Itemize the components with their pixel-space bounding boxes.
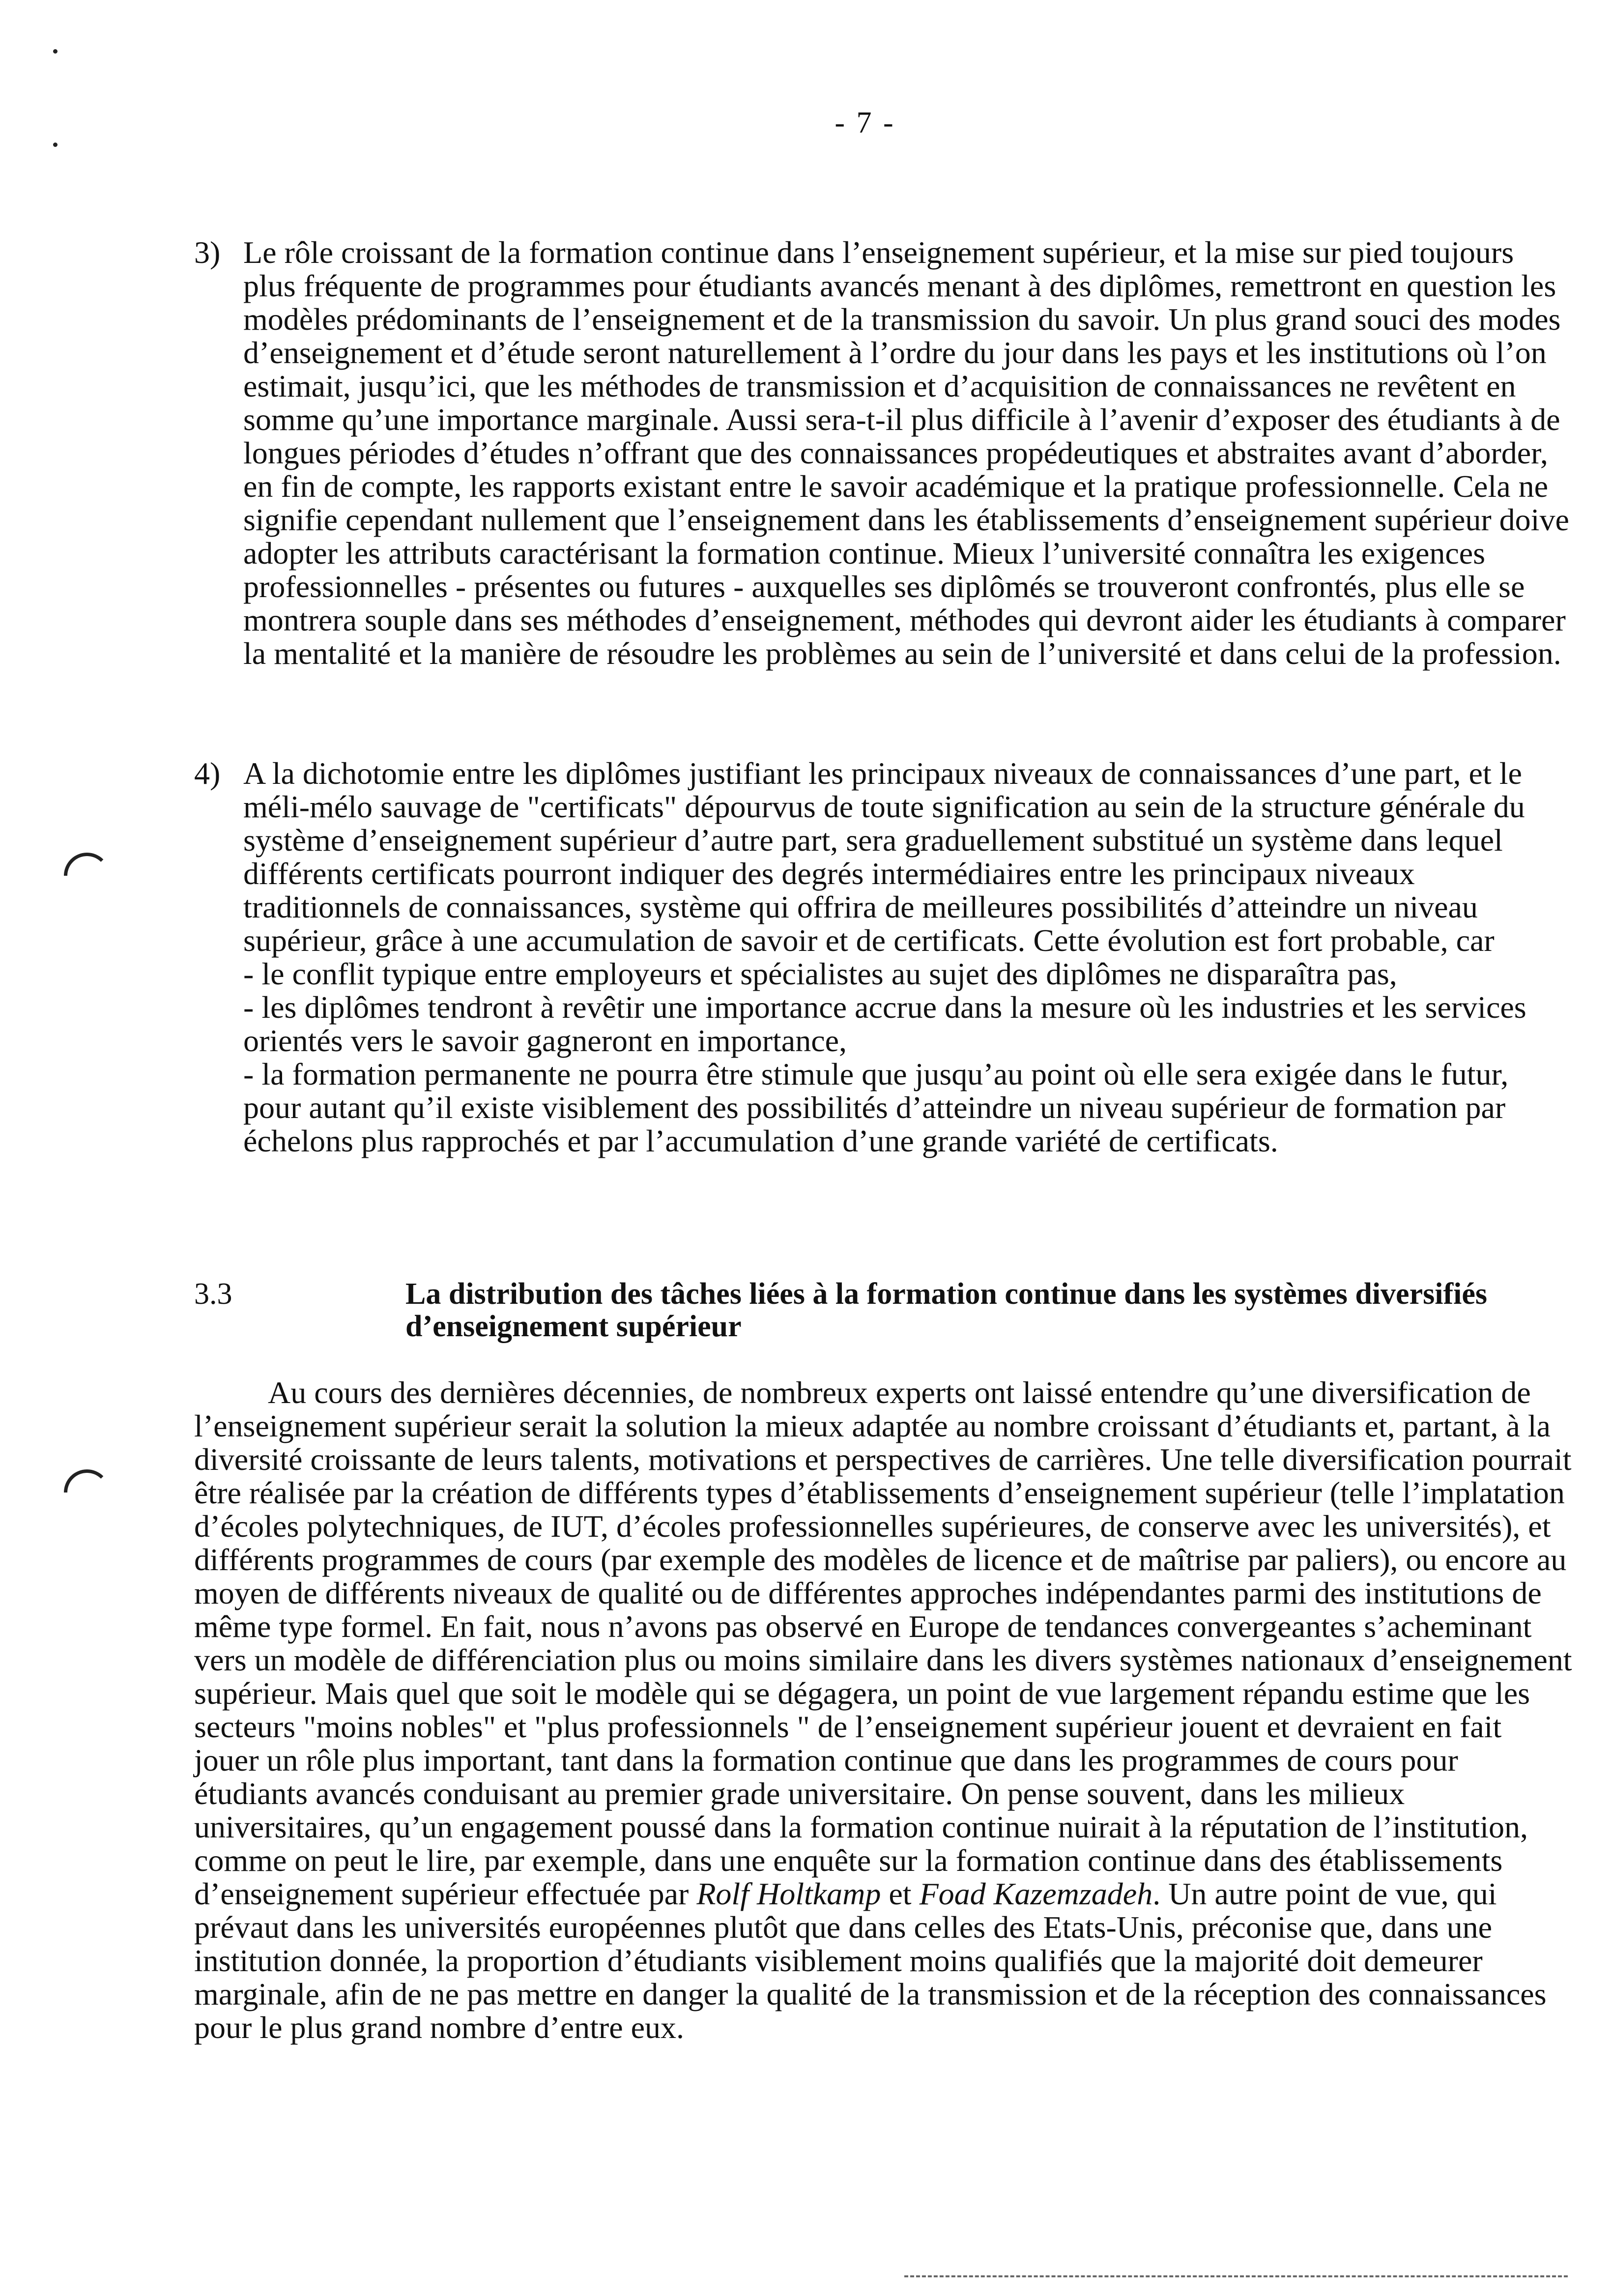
bullet-item: - la formation permanente ne pourra être stimule que jusqu’au point où elle sera exigée dans le futur, pour autant qu’il existe visiblement des possibilités d’atteindre un niveau supérieur de formation par échelons plus rapprochés et par l’accumulation d’une grande variété de certificats. [243,1057,1509,1158]
punch-hole-mark [64,1469,110,1492]
bullet-item: - le conflit typique entre employeurs et spécialistes au sujet des diplômes ne disparaîtra pas, [243,956,1397,991]
list-item-marker: 3) [194,235,221,270]
paragraph-text: et [881,1876,920,1911]
author-name: Rolf Holtkamp [696,1876,881,1911]
section-title: La distribution des tâches liées à la formation continue dans les systèmes diversifiés d’enseignement supérieur [405,1277,1487,1343]
bullet-item: - les diplômes tendront à revêtir une importance accrue dans la mesure où les industries et les services orientés vers le savoir gagneront en importance, [243,990,1526,1058]
body-paragraph [194,1376,1573,2044]
list-item-3 [194,236,1573,670]
section-number: 3.3 [194,1277,232,1311]
paragraph-text: . Un autre point de vue, qui prévaut dans les universités européennes plutôt que dans celles des Etats-Unis, préconise que, dans une institution donnée, la proportion d’étudiants visiblement moins qualifiés que la majorité doit demeurer marginale, afin de ne pas mettre en danger la qualité de la transmission et de la réception des connaissances pour le plus grand nombre d’entre eux. [194,1876,1547,2045]
list-item-marker: 4) [194,756,221,791]
page-number: - 7 - [835,106,895,140]
bottom-rule [904,2275,1568,2277]
scan-speck [53,49,58,54]
scan-speck [53,143,58,147]
list-item-4 [194,757,1573,1158]
section-heading [194,1278,1573,1343]
list-item-text: A la dichotomie entre les diplômes justifiant les principaux niveaux de connaissances d’une part, et le méli-mélo sauvage de "certificats" dépourvus de toute signification au sein de la structure générale du système d’enseignement supérieur d’autre part, sera graduellement substitué un système dans lequel différents certificats pourront indiquer des degrés intermédiaires entre les principaux niveaux traditionnels de connaissances, système qui offrira de meilleures possibilités d’atteindre un niveau supérieur, grâce à une accumulation de savoir et de certificats. Cette évolution est fort probable, car [243,756,1525,958]
punch-hole-mark [64,853,110,876]
author-name: Foad Kazemzadeh [919,1876,1153,1911]
list-item-text: Le rôle croissant de la formation continue dans l’enseignement supérieur, et la mise sur pied toujours plus fréquente de programmes pour étudiants avancés menant à des diplômes, remettront en question les modèles prédominants de l’enseignement et de la transmission du savoir. Un plus grand souci des modes d’enseignement et d’étude seront naturellement à l’ordre du jour dans les pays et les institutions où l’on estimait, jusqu’ici, que les méthodes de transmission et d’acquisition de connaissances ne revêtent en somme qu’une importance marginale. Aussi sera-t-il plus difficile à l’avenir d’exposer des étudiants à de longues périodes d’études n’offrant que des connaissances propédeutiques et abstraites avant d’aborder, en fin de compte, les rapports existant entre le savoir académique et la pratique professionnelle. Cela ne signifie cependant nullement que l’enseignement dans les établissements d’enseignement supérieur doive adopter les attributs caractérisant la formation continue. Mieux l’université connaîtra les exigences professionnelles - présentes ou futures - auxquelles ses diplômés se trouveront confrontés, plus elle se montrera souple dans ses méthodes d’enseignement, méthodes qui devront aider les étudiants à comparer la mentalité et la manière de résoudre les problèmes au sein de l’université et dans celui de la profession. [243,235,1569,671]
paragraph-text: Au cours des dernières décennies, de nombreux experts ont laissé entendre qu’une diversification de l’enseignement supérieur serait la solution la mieux adaptée au nombre croissant d’étudiants et, partant, à la diversité croissante de leurs talents, motivations et perspectives de carrières. Une telle diversification pourrait être réalisée par la création de différents types d’établissements d’enseignement supérieur (telle l’implatation d’écoles polytechniques, de IUT, d’écoles professionnelles supérieures, de conserve avec les universités), et différents programmes de cours (par exemple des modèles de licence et de maîtrise par paliers), ou encore au moyen de différents niveaux de qualité ou de différentes approches indépendantes parmi des institutions de même type formel. En fait, nous n’avons pas observé en Europe de tendances convergeantes s’acheminant vers un modèle de différenciation plus ou moins similaire dans les divers systèmes nationaux d’enseignement supérieur. Mais quel que soit le modèle qui se dégagera, un point de vue largement répandu estime que les secteurs "moins nobles" et "plus professionnels " de l’enseignement supérieur jouent et devraient en fait jouer un rôle plus important, tant dans la formation continue que dans les programmes de cours pour étudiants avancés conduisant au premier grade universitaire. On pense souvent, dans les milieux universitaires, qu’un engagement poussé dans la formation continue nuirait à la réputation de l’institution, comme on peut le lire, par exemple, dans une enquête sur la formation continue dans des établissements d’enseignement supérieur effectuée par [194,1375,1572,1911]
